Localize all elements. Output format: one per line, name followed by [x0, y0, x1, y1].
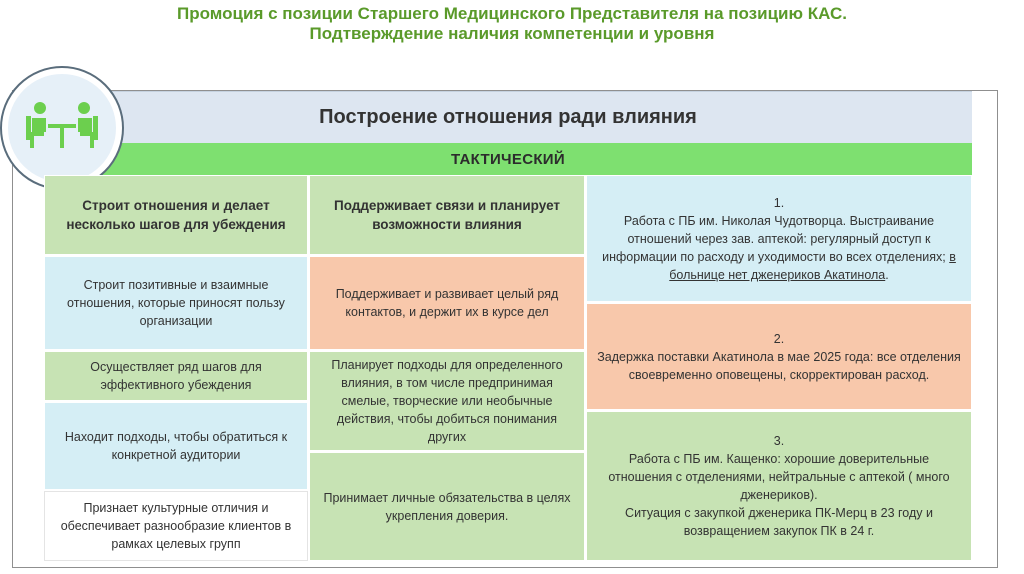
- column1-item: Находит подходы, чтобы обратиться к конкретной аудитории: [44, 402, 308, 490]
- example-number: 2.: [773, 331, 785, 346]
- column1-item: Признает культурные отличия и обеспечивает разнообразие клиентов в рамках целевых групп: [44, 491, 308, 561]
- slide-title-line2: Подтверждение наличия компетенции и уровня: [309, 24, 715, 43]
- column1-item: Строит позитивные и взаимные отношения, которые приносят пользу организации: [44, 256, 308, 350]
- example-card-3: [586, 411, 972, 561]
- slide-title-line1: Промоция с позиции Старшего Медицинского Представителя на позицию КАС.: [177, 4, 847, 23]
- column2-item: Планирует подходы для определенного влияния, в том числе предпринимая смелые, творческие или необычные действия, чтобы добиться понимания других: [309, 351, 585, 451]
- column1-item: Осуществляет ряд шагов для эффективного убеждения: [44, 351, 308, 401]
- example-card-1: [586, 175, 972, 302]
- example-number: 3.: [773, 434, 785, 448]
- column2-item: Принимает личные обязательства в целях укрепления доверия.: [309, 452, 585, 561]
- example-text: Ситуация с закупкой дженерика ПК-Мерц в 23 году и возвращением закупок ПК в 24 г.: [625, 506, 933, 538]
- example-text: Работа с ПБ им. Николая Чудотворца. Выстраивание отношений через зав. аптекой: регулярный доступ к информации по расходу и уходимости во всех отделениях; в больнице нет дженериков Акатинола.: [602, 213, 956, 282]
- example-highlight: в больнице нет дженериков Акатинола: [669, 249, 956, 282]
- column1-header: Строит отношения и делает несколько шагов для убеждения: [44, 175, 308, 255]
- logo-badge: [0, 66, 124, 190]
- section-title: Построение отношения ради влияния: [44, 91, 972, 143]
- example-number: 1.: [773, 195, 785, 210]
- example-text: Работа с ПБ им. Кащенко: хорошие доверительные отношения с отделениями, нейтральные с аптекой ( много дженериков).: [608, 452, 950, 502]
- meeting-people-icon: [20, 98, 104, 154]
- example-card-2: [586, 303, 972, 410]
- example-text: Задержка поставки Акатинола в мае 2025 года: все отделения своевременно оповещены, скорректирован расход.: [597, 349, 961, 382]
- column2-item: Поддерживает и развивает целый ряд контактов, и держит их в курсе дел: [309, 256, 585, 350]
- level-bar: ТАКТИЧЕСКИЙ: [44, 143, 972, 175]
- column2-header: Поддерживает связи и планирует возможности влияния: [309, 175, 585, 255]
- slide-title: [0, 4, 1024, 44]
